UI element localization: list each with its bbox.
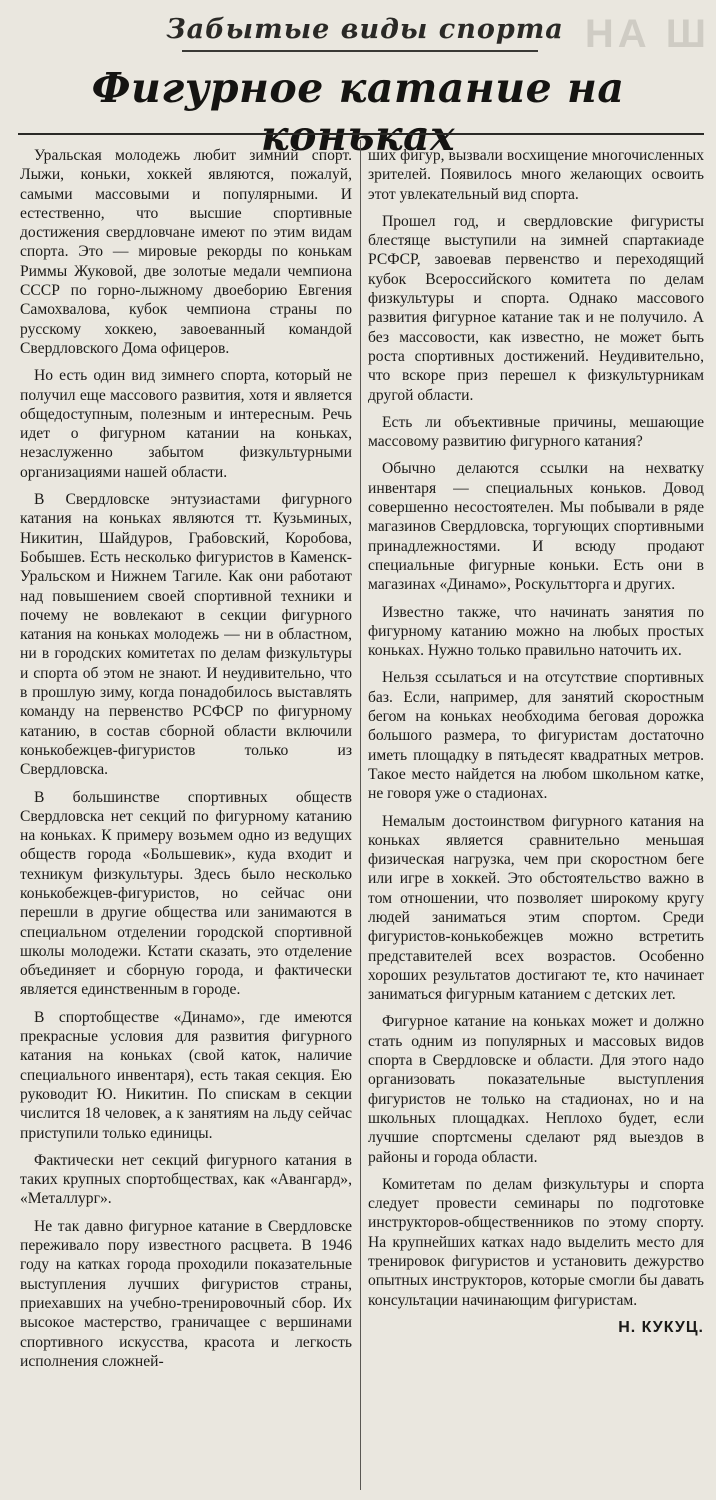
bleed-through-heading: НА Ш <box>584 12 710 56</box>
paragraph: В большинстве спортивных обществ Свердловска нет секций по фигурному катанию на коньках. К примеру возьмем одно из ведущих обществ города «Большевик», куда входит и техникум физкультуры. Здесь было несколько конькобежцев-фигуристов, но сейчас они перешли в другие общества или занимаются в специальном отделении городской спортивной школы молодежи. Кстати сказать, это отделение объединяет и сборную города, и фактически является единственным в городе. <box>20 788 352 999</box>
paragraph: Но есть один вид зимнего спорта, который не получил еще массового развития, хотя и является общедоступным, полезным и интересным. Речь идет о фигурном катании на коньках, незаслуженно забытом физкультурными организациями нашей области. <box>20 367 352 481</box>
column-separator <box>360 140 361 1490</box>
left-column <box>20 146 352 1379</box>
paragraph: Фигурное катание на коньках может и должно стать одним из популярных и массовых видов спорта в Свердловске и области. Для этого надо организовать показательные выступления фигуристов не только на стадионах, но и на школьных площадках. Неплохо будет, если лучшие спортсмены сделают ряд выездов в районы и города области. <box>368 1013 704 1166</box>
paragraph: Нельзя ссылаться и на отсутствие спортивных баз. Если, например, для занятий скоростным бегом на коньках необходима беговая дорожка большого размера, то фигуристам достаточно иметь площадку в пятьдесят квадратных метров. Такое место найдется на любом школьном катке, не говоря уже о стадионах. <box>368 669 704 803</box>
paragraph: Прошел год, и свердловские фигуристы блестяще выступили на зимней спартакиаде РСФСР, завоевав первенство и переходящий кубок Всероссийского комитета по делам физкультуры и спорта. Однако массового развития фигурное катание так и не получило. А без массовости, как известно, не может быть роста спортивных достижений. Неудивительно, что вскоре приз перешел к физкультурникам другой области. <box>368 212 704 404</box>
paragraph: Обычно делаются ссылки на нехватку инвентаря — специальных коньков. Довод совершенно несостоятелен. Мы побывали в ряде магазинов Свердловска, торгующих спортивными принадлежностями. И всюду продают специальные фигурные коньки. Есть они в магазинах «Динамо», Роскультторга и других. <box>368 460 704 594</box>
paragraph: В Свердловске энтузиастами фигурного катания на коньках являются тт. Кузьминых, Никитин, Шайдуров, Грабовский, Коробова, Бобышев. Есть несколько фигуристов в Каменск-Уральском и Нижнем Тагиле. Как они работают над повышением своей спортивной техники и почему не вовлекают в секции фигурного катания на коньках молодежь — ни в областном, ни в городских комитетах по делам физкультуры и спорта об этом не знают. И неудивительно, что в прошлую зиму, когда понадобилось выставлять команду на первенство РСФСР по фигурному катанию, в состав сборной области включили конькобежцев-фигуристов только из Свердловска. <box>20 491 352 779</box>
paragraph: Комитетам по делам физкультуры и спорта следует провести семинары по подготовке инструкторов-общественников по этому спорту. На крупнейших катках надо выделить место для тренировок фигуристов и установить дежурство опытных инструкторов, которые смогли бы давать консультации начинающим фигуристам. <box>368 1175 704 1309</box>
paragraph: Фактически нет секций фигурного катания в таких крупных спортобществах, как «Авангард», «Металлург». <box>20 1151 352 1208</box>
paragraph: Немалым достоинством фигурного катания на коньках является сравнительно меньшая физическая нагрузка, чем при скоростном беге или игре в хоккей. Это обстоятельство важно в том отношении, что позволяет широкому кругу людей заниматься этим спортом. Среди фигуристов-конькобежцев можно встретить представителей всех возрастов. Особенно хороших результатов достигают те, кто начинает заниматься фигурным катанием с детских лет. <box>368 812 704 1004</box>
author-signature: Н. КУКУЦ. <box>618 1318 704 1336</box>
paragraph: Уральская молодежь любит зимний спорт. Лыжи, коньки, хоккей являются, пожалуй, самыми массовыми и популярными. И естественно, что высшие спортивные достижения свердловчане имеют по этим видам спорта. Это — мировые рекорды по конькам Риммы Жуковой, две золотые медали чемпиона СССР по горно-лыжному двоеборию Евгения Самохвалова, кубок чемпиона страны по русскому хоккею, завоеванный командой Свердловского Дома офицеров. <box>20 147 352 357</box>
right-column <box>368 146 704 1337</box>
paragraph: Есть ли объективные причины, мешающие массовому развитию фигурного катания? <box>368 413 704 451</box>
rubric-underline <box>182 50 538 52</box>
paragraph: ших фигур, вызвали восхищение многочисленных зрителей. Появилось много желающих освоить этот увлекательный вид спорта. <box>368 147 704 203</box>
article-headline: Фигурное катание на коньках <box>91 64 625 160</box>
paragraph: Известно также, что начинать занятия по фигурному катанию можно на любых простых коньках. Нужно только правильно наточить их. <box>368 603 704 660</box>
headline-rule <box>18 133 704 135</box>
paragraph: Не так давно фигурное катание в Свердловске переживало пору известного расцвета. В 1946 году на катках города проходили показательные выступления лучших фигуристов страны, приехавших на учебно-тренировочный сбор. Их высокое мастерство, граничащее с вершинами спортивного искусства, красота и легкость исполнения сложней- <box>20 1217 352 1370</box>
paragraph: В спортобществе «Динамо», где имеются прекрасные условия для развития фигурного катания на коньках (свой каток, наличие специального инвентаря), есть такая секция. Ею руководит Ю. Никитин. По спискам в секции числится 18 человек, а к занятиям на льду сейчас приступили только единицы. <box>20 1008 352 1142</box>
rubric-title: Забытые виды спорта <box>166 14 564 45</box>
